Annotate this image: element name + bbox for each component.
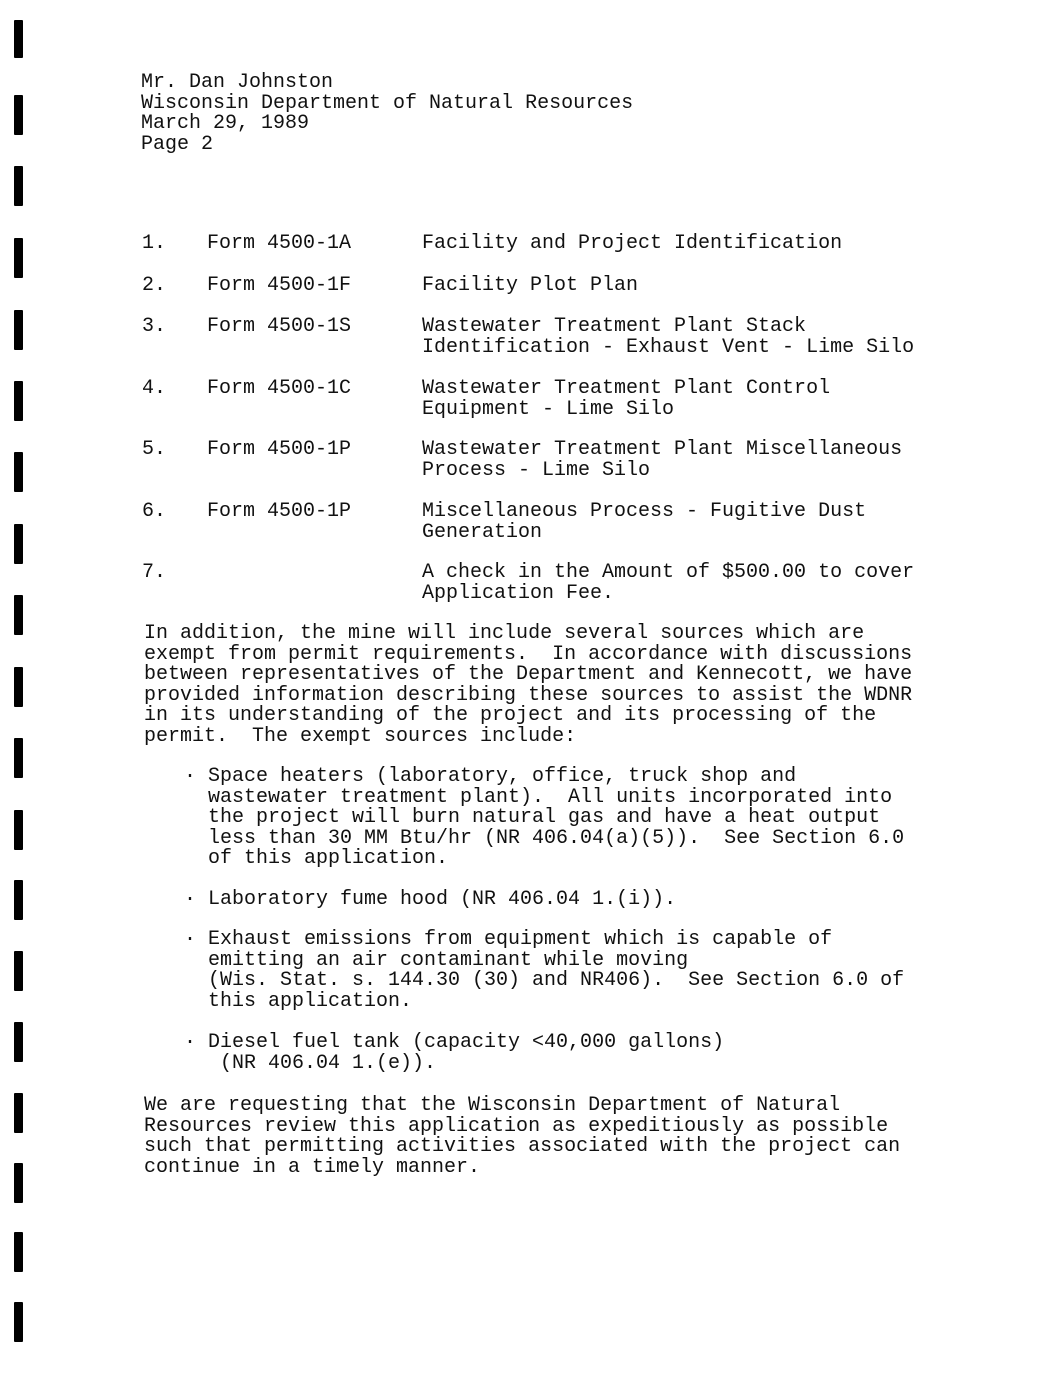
item-number: 6. [142, 500, 167, 523]
item-description-line: Equipment - Lime Silo [422, 397, 675, 421]
bullet-line: Laboratory fume hood (NR 406.04 1.(i)). [208, 888, 677, 911]
item-description [422, 379, 982, 420]
binding-mark [14, 951, 23, 991]
item-description [422, 440, 982, 481]
item-form: Form 4500-1A [207, 232, 352, 255]
item-form: Form 4500-1F [207, 274, 352, 297]
bullet-line: the project will burn natural gas and have a heat output [208, 806, 881, 829]
binding-mark [14, 95, 23, 135]
item-description-line: Wastewater Treatment Plant Control [422, 377, 831, 400]
item-description [422, 234, 982, 255]
page-number: Page 2 [141, 132, 214, 156]
binding-mark [14, 1163, 23, 1203]
bullet-line: Exhaust emissions from equipment which is capable of [208, 928, 833, 951]
bullet-text [208, 1033, 724, 1074]
item-description-line: Application Fee. [422, 581, 615, 605]
item-description [422, 317, 982, 358]
item-number: 3. [142, 315, 167, 338]
paragraph-line: such that permitting activities associated with the project can [144, 1135, 901, 1158]
binding-mark [14, 20, 23, 58]
bullet-text [208, 767, 904, 870]
item-description-line: Wastewater Treatment Plant Stack [422, 315, 807, 338]
paragraph-line: exempt from permit requirements. In accordance with discussions [144, 642, 913, 666]
paragraph-line: In addition, the mine will include several sources which are [144, 622, 865, 645]
body-paragraph [144, 1096, 1024, 1178]
bullet-mark: · [184, 928, 197, 951]
binding-mark [14, 310, 23, 350]
binding-mark [14, 738, 23, 778]
bullet-line: wastewater treatment plant). All units incorporated into [208, 785, 893, 809]
bullet-line: (Wis. Stat. s. 144.30 (30) and NR406). See Section 6.0 of [208, 969, 905, 992]
item-number: 7. [142, 561, 167, 584]
item-description-line: Miscellaneous Process - Fugitive Dust [422, 500, 867, 523]
item-description-line: Facility and Project Identification [422, 232, 843, 255]
paragraph-line: provided information describing these sources to assist the WDNR [144, 683, 913, 707]
body-paragraph [144, 624, 1024, 747]
bullet-line: emitting an air contaminant while moving [208, 948, 689, 972]
item-form: Form 4500-1C [207, 377, 352, 400]
binding-mark [14, 524, 23, 564]
letter-date: March 29, 1989 [141, 112, 310, 135]
letter-header [141, 73, 633, 155]
paragraph-line: Resources review this application as expeditiously as possible [144, 1114, 889, 1138]
item-description [422, 502, 982, 543]
bullet-line: (NR 406.04 1.(e)). [208, 1051, 437, 1075]
binding-mark [14, 238, 23, 278]
bullet-text [208, 930, 904, 1012]
binding-mark [14, 810, 23, 850]
binding-mark [14, 166, 23, 206]
paragraph-line: in its understanding of the project and its processing of the [144, 704, 877, 727]
recipient-organization: Wisconsin Department of Natural Resources [141, 91, 634, 115]
item-description [422, 276, 982, 297]
paragraph-line: between representatives of the Department and Kennecott, we have [144, 663, 913, 686]
binding-mark [14, 1302, 23, 1342]
bullet-line: Diesel fuel tank (capacity <40,000 gallons) [208, 1031, 725, 1054]
binding-mark [14, 1093, 23, 1133]
bullet-line: of this application. [208, 847, 449, 870]
bullet-mark: · [184, 765, 197, 788]
item-number: 2. [142, 274, 167, 297]
binding-mark [14, 880, 23, 920]
bullet-line: Space heaters (laboratory, office, truck shop and [208, 765, 797, 788]
binding-mark [14, 1232, 23, 1272]
binding-mark [14, 667, 23, 707]
bullet-mark: · [184, 1031, 197, 1054]
item-description-line: Generation [422, 520, 543, 544]
paragraph-line: permit. The exempt sources include: [144, 724, 577, 748]
binding-mark [14, 381, 23, 421]
binding-mark [14, 595, 23, 635]
item-number: 5. [142, 438, 167, 461]
bullet-text [208, 890, 676, 911]
item-description-line: Wastewater Treatment Plant Miscellaneous [422, 438, 903, 461]
binding-mark [14, 1022, 23, 1062]
bullet-mark: · [184, 888, 197, 911]
item-number: 4. [142, 377, 167, 400]
bullet-line: less than 30 MM Btu/hr (NR 406.04(a)(5)). See Section 6.0 [208, 826, 905, 850]
recipient-name: Mr. Dan Johnston [141, 71, 334, 94]
item-description [422, 563, 982, 604]
bullet-line: this application. [208, 989, 413, 1013]
paragraph-line: We are requesting that the Wisconsin Department of Natural [144, 1094, 841, 1117]
item-number: 1. [142, 232, 167, 255]
item-description-line: Process - Lime Silo [422, 458, 651, 482]
item-description-line: Facility Plot Plan [422, 274, 639, 297]
item-form: Form 4500-1P [207, 500, 352, 523]
item-form: Form 4500-1P [207, 438, 352, 461]
paragraph-line: continue in a timely manner. [144, 1155, 481, 1179]
binding-mark [14, 452, 23, 492]
item-form: Form 4500-1S [207, 315, 352, 338]
item-description-line: A check in the Amount of $500.00 to cover [422, 561, 915, 584]
item-description-line: Identification - Exhaust Vent - Lime Silo [422, 335, 915, 359]
